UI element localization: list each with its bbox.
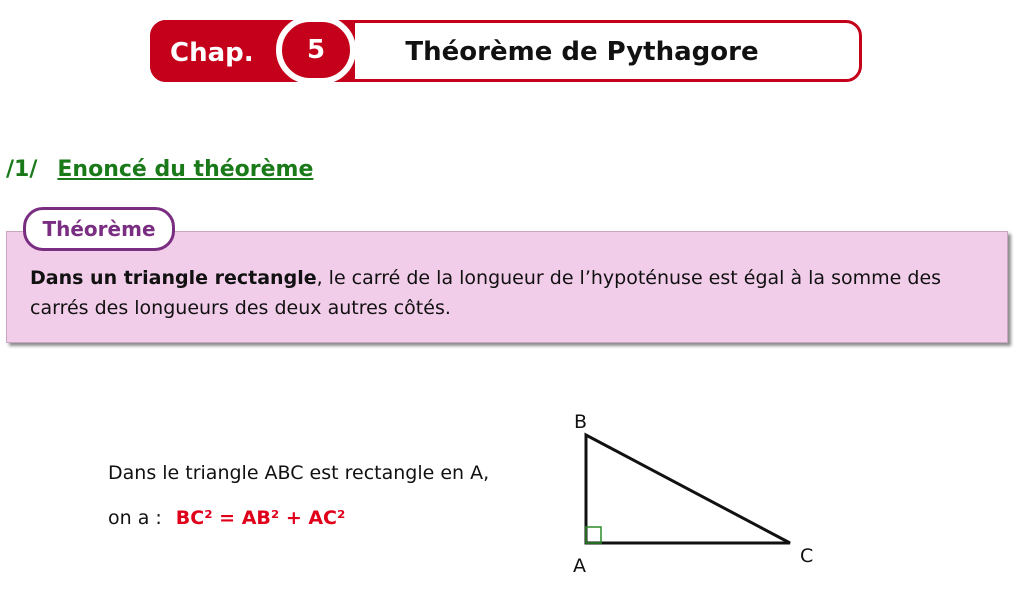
theorem-text-line1: , le carré de la longueur de l’hypoténuse est égal à la somme des [316, 267, 942, 289]
chapter-number-badge [276, 16, 356, 84]
section-title: Enoncé du théorème [57, 157, 314, 182]
vertex-label-b: B [574, 411, 588, 433]
vertex-label-a: A [573, 555, 586, 577]
section-number: /1/ [6, 157, 38, 182]
chapter-number: 5 [306, 35, 326, 65]
chapter-label: Chap. [170, 38, 254, 68]
theorem-bold-part: Dans un triangle rectangle [30, 267, 317, 289]
pythagore-formula: BC² = AB² + AC² [175, 507, 346, 529]
example-line1: Dans le triangle ABC est rectangle en A, [108, 462, 490, 484]
right-angle-marker [586, 527, 601, 543]
theorem-tag: Théorème [23, 207, 175, 251]
section-heading [6, 155, 313, 185]
vertex-label-c: C [800, 545, 814, 567]
example-line2 [108, 505, 345, 531]
theorem-text-line2: carrés des longueurs des deux autres côtés. [30, 297, 451, 319]
chapter-title: Théorème de Pythagore [405, 37, 759, 67]
right-triangle-figure [560, 400, 840, 585]
example-prefix: on a : [108, 507, 162, 529]
theorem-statement [30, 263, 1000, 323]
triangle-shape [586, 435, 790, 543]
